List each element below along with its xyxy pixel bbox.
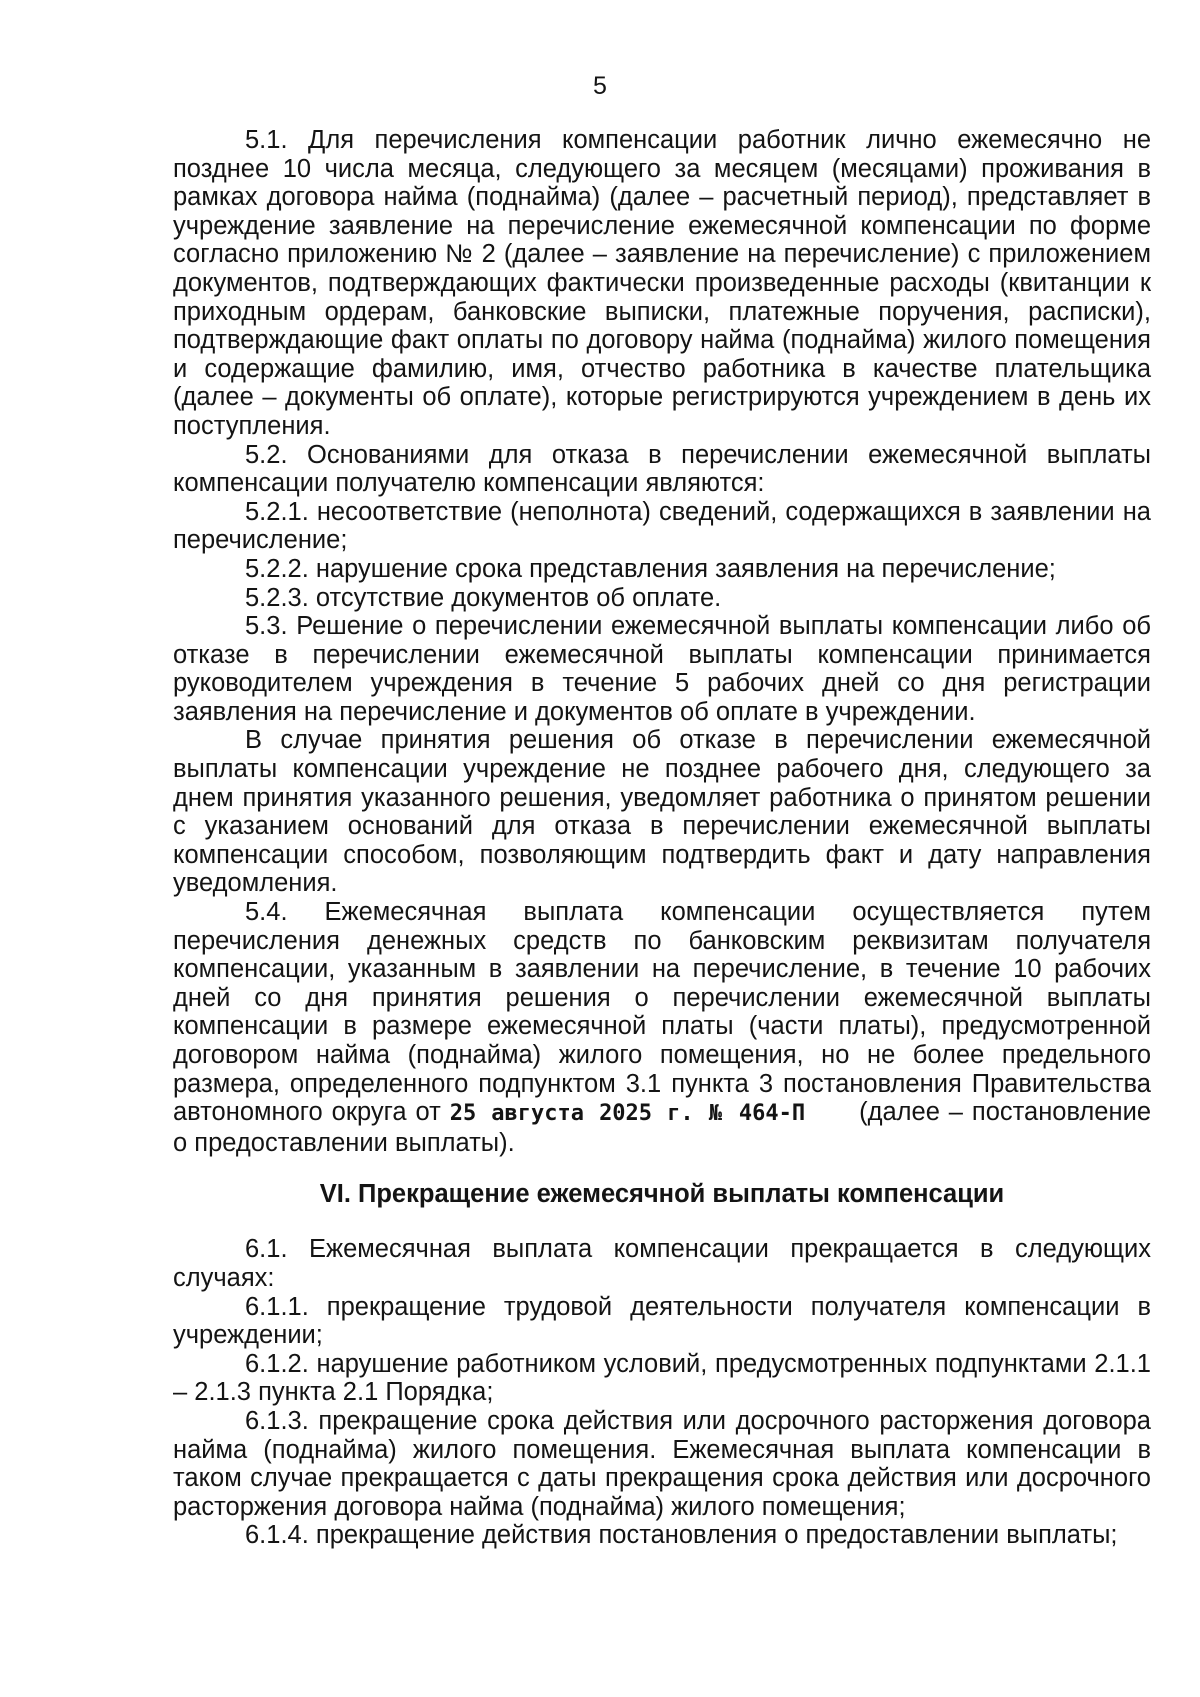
paragraph-5-2: 5.2. Основаниями для отказа в перечислении ежемесячной выплаты компенсации получателю компенсации являются: <box>173 440 1151 498</box>
paragraph-6-1-1: 6.1.1. прекращение трудовой деятельности получателя компенсации в учреждении; <box>173 1292 1151 1350</box>
paragraph-5-3: 5.3. Решение о перечислении ежемесячной выплаты компенсации либо об отказе в перечислении ежемесячной выплаты компенсации принимается руководителем учреждения в течение 5 рабочих дней со дня регистрации заявления на перечисление и документов об оплате в учреждении. <box>173 612 1151 726</box>
document-body <box>173 126 1151 1550</box>
paragraph-5-3-refusal: В случае принятия решения об отказе в перечислении ежемесячной выплаты компенсации учреждение не позднее рабочего дня, следующего за днем принятия указанного решения, уведомляет работника о принятом решении с указанием оснований для отказа в перечислении ежемесячной выплаты компенсации способом, позволяющим подтвердить факт и дату направления уведомления. <box>173 726 1151 898</box>
page-number: 5 <box>593 72 607 100</box>
paragraph-5-2-2: 5.2.2. нарушение срока представления заявления на перечисление; <box>245 554 1056 583</box>
paragraph-5-4-tail: (далее – постановление о предоставлении выплаты). <box>173 1098 1151 1157</box>
paragraph-5-2-3: 5.2.3. отсутствие документов об оплате. <box>245 583 722 612</box>
paragraph-6-1-4: 6.1.4. прекращение действия постановления о предоставлении выплаты; <box>245 1521 1118 1550</box>
paragraph-5-4-text: 5.4. Ежемесячная выплата компенсации осуществляется путем перечисления денежных средств по банковским реквизитам получателя компенсации, указанным в заявлении на перечисление, в течение 10 рабочих дней со дня принятия решения о перечислении ежемесячной выплаты компенсации в размере ежемесячной платы (части платы), предусмотренной договором найма (поднайма) жилого помещения, но не более предельного размера, определенного подпунктом 3.1 пункта 3 постановления Правительства автономного округа от <box>173 898 1151 1127</box>
paragraph-6-1-2: 6.1.2. нарушение работником условий, предусмотренных подпунктами 2.1.1 – 2.1.3 пункта 2.1 Порядка; <box>173 1349 1151 1407</box>
paragraph-6-1: 6.1. Ежемесячная выплата компенсации прекращается в следующих случаях: <box>173 1235 1151 1292</box>
registration-stamp: 25 августа 2025 г. № 464-П <box>449 1101 806 1127</box>
paragraph-5-2-1: 5.2.1. несоответствие (неполнота) сведений, содержащихся в заявлении на перечисление; <box>173 497 1151 555</box>
section-heading: VI. Прекращение ежемесячной выплаты компенсации <box>319 1180 1005 1209</box>
paragraph-5-1: 5.1. Для перечисления компенсации работник лично ежемесячно не позднее 10 числа месяца, следующего за месяцем (месяцами) проживания в рамках договора найма (поднайма) (далее – расчетный период), представляет в учреждение заявление на перечисление ежемесячной компенсации по форме согласно приложению № 2 (далее – заявление на перечисление) с приложением документов, подтверждающих фактически произведенные расходы (квитанции к приходным ордерам, банковские выписки, платежные поручения, расписки), подтверждающие факт оплаты по договору найма (поднайма) жилого помещения и содержащие фамилию, имя, отчество работника в качестве плательщика (далее – документы об оплате), которые регистрируются учреждением в день их поступления. <box>173 126 1151 440</box>
paragraph-5-4 <box>173 898 1151 1157</box>
paragraph-6-1-3: 6.1.3. прекращение срока действия или досрочного расторжения договора найма (поднайма) жилого помещения. Ежемесячная выплата компенсации в таком случае прекращается с даты прекращения срока действия или досрочного расторжения договора найма (поднайма) жилого помещения; <box>173 1406 1151 1521</box>
